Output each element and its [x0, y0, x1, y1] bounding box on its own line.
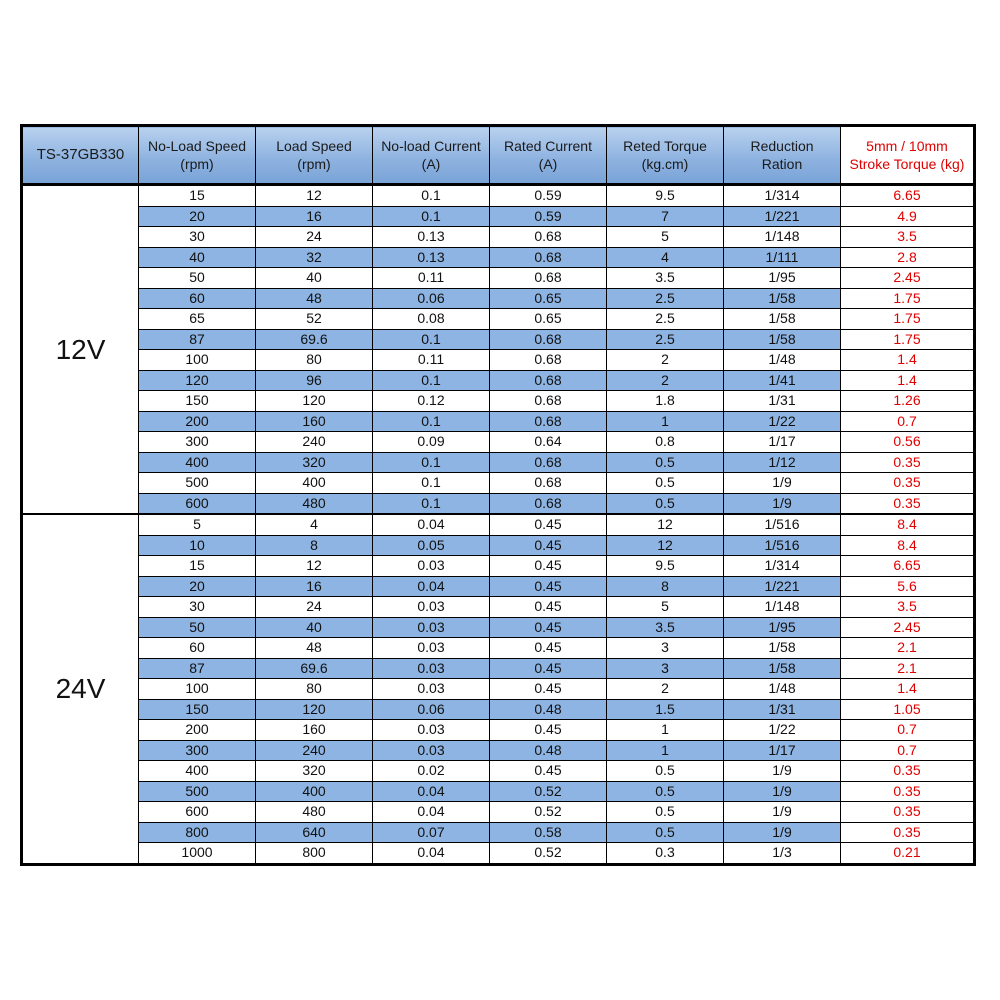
stroke-torque-cell: 6.65 — [841, 185, 975, 207]
table-row — [22, 473, 975, 494]
no-load-speed-cell: 20 — [139, 576, 256, 597]
table-row — [22, 329, 975, 350]
no-load-current-cell: 0.09 — [373, 432, 490, 453]
no-load-speed-cell: 15 — [139, 185, 256, 207]
no-load-current-cell: 0.1 — [373, 329, 490, 350]
stroke-torque-cell: 0.35 — [841, 781, 975, 802]
stroke-torque-cell: 0.35 — [841, 802, 975, 823]
no-load-current-cell: 0.11 — [373, 350, 490, 371]
load-speed-cell: 480 — [256, 493, 373, 514]
no-load-speed-cell: 30 — [139, 227, 256, 248]
stroke-torque-cell: 8.4 — [841, 514, 975, 535]
load-speed-cell: 80 — [256, 350, 373, 371]
load-speed-cell: 320 — [256, 452, 373, 473]
load-speed-cell: 12 — [256, 185, 373, 207]
rated-torque-cell: 3.5 — [607, 617, 724, 638]
reduction-ratio-cell: 1/148 — [724, 597, 841, 618]
rated-current-cell: 0.68 — [490, 493, 607, 514]
voltage-label: 24V — [22, 514, 139, 864]
no-load-current-cell: 0.1 — [373, 185, 490, 207]
no-load-speed-cell: 100 — [139, 679, 256, 700]
reduction-ratio-cell: 1/111 — [724, 247, 841, 268]
rated-current-cell: 0.45 — [490, 638, 607, 659]
rated-current-cell: 0.68 — [490, 227, 607, 248]
reduction-ratio-cell: 1/95 — [724, 268, 841, 289]
model-header: TS-37GB330 — [22, 126, 139, 185]
stroke-torque-cell: 2.1 — [841, 638, 975, 659]
rated-current-cell: 0.59 — [490, 206, 607, 227]
load-speed-cell: 96 — [256, 370, 373, 391]
no-load-speed-cell: 1000 — [139, 843, 256, 865]
table-row — [22, 597, 975, 618]
table-row — [22, 514, 975, 535]
rated-torque-cell: 9.5 — [607, 556, 724, 577]
table-row — [22, 247, 975, 268]
voltage-label: 12V — [22, 185, 139, 515]
load-speed-cell: 400 — [256, 473, 373, 494]
table-row — [22, 288, 975, 309]
rated-torque-cell: 0.8 — [607, 432, 724, 453]
load-speed-cell: 640 — [256, 822, 373, 843]
rated-current-cell: 0.45 — [490, 556, 607, 577]
rated-current-cell: 0.68 — [490, 247, 607, 268]
table-row — [22, 391, 975, 412]
rated-torque-cell: 0.5 — [607, 473, 724, 494]
rated-torque-cell: 2.5 — [607, 329, 724, 350]
table-row — [22, 699, 975, 720]
stroke-torque-cell: 0.35 — [841, 761, 975, 782]
table-row — [22, 679, 975, 700]
load-speed-cell: 400 — [256, 781, 373, 802]
rated-current-cell: 0.58 — [490, 822, 607, 843]
rated-current-header: Rated Current (A) — [490, 126, 607, 185]
table-row — [22, 411, 975, 432]
reduction-ratio-cell: 1/12 — [724, 452, 841, 473]
stroke-torque-cell: 1.4 — [841, 350, 975, 371]
rated-current-cell: 0.45 — [490, 679, 607, 700]
no-load-speed-cell: 200 — [139, 720, 256, 741]
rated-current-cell: 0.45 — [490, 514, 607, 535]
rated-current-cell: 0.45 — [490, 617, 607, 638]
table-row — [22, 720, 975, 741]
rated-current-cell: 0.68 — [490, 391, 607, 412]
table-row — [22, 658, 975, 679]
rated-torque-cell: 3 — [607, 638, 724, 659]
no-load-speed-cell: 500 — [139, 473, 256, 494]
no-load-current-cell: 0.05 — [373, 535, 490, 556]
table-row — [22, 493, 975, 514]
rated-current-cell: 0.68 — [490, 452, 607, 473]
no-load-current-cell: 0.1 — [373, 206, 490, 227]
load-speed-cell: 160 — [256, 720, 373, 741]
reduction-ratio-cell: 1/22 — [724, 720, 841, 741]
reduction-ratio-cell: 1/9 — [724, 802, 841, 823]
stroke-torque-cell: 2.1 — [841, 658, 975, 679]
table-row — [22, 227, 975, 248]
reduction-ratio-cell: 1/95 — [724, 617, 841, 638]
no-load-speed-cell: 300 — [139, 740, 256, 761]
rated-current-cell: 0.64 — [490, 432, 607, 453]
load-speed-cell: 16 — [256, 206, 373, 227]
no-load-current-cell: 0.03 — [373, 597, 490, 618]
reduction-ratio-cell: 1/41 — [724, 370, 841, 391]
rated-current-cell: 0.68 — [490, 411, 607, 432]
spec-table-body — [22, 185, 975, 865]
rated-torque-cell: 2 — [607, 370, 724, 391]
load-speed-cell: 800 — [256, 843, 373, 865]
table-row — [22, 309, 975, 330]
no-load-current-cell: 0.04 — [373, 576, 490, 597]
reduction-ratio-cell: 1/9 — [724, 761, 841, 782]
rated-torque-cell: 1.8 — [607, 391, 724, 412]
rated-current-cell: 0.52 — [490, 781, 607, 802]
no-load-speed-cell: 20 — [139, 206, 256, 227]
rated-torque-cell: 0.5 — [607, 822, 724, 843]
stroke-torque-cell: 0.7 — [841, 740, 975, 761]
reduction-ratio-cell: 1/221 — [724, 576, 841, 597]
no-load-speed-cell: 200 — [139, 411, 256, 432]
rated-torque-cell: 5 — [607, 227, 724, 248]
rated-current-cell: 0.45 — [490, 597, 607, 618]
rated-torque-cell: 0.3 — [607, 843, 724, 865]
rated-torque-cell: 2 — [607, 350, 724, 371]
table-row — [22, 350, 975, 371]
reduction-ratio-cell: 1/9 — [724, 781, 841, 802]
load-speed-cell: 120 — [256, 699, 373, 720]
table-row — [22, 740, 975, 761]
no-load-speed-cell: 400 — [139, 761, 256, 782]
table-row — [22, 206, 975, 227]
stroke-torque-cell: 0.7 — [841, 411, 975, 432]
load-speed-cell: 52 — [256, 309, 373, 330]
no-load-current-cell: 0.1 — [373, 452, 490, 473]
rated-current-cell: 0.68 — [490, 370, 607, 391]
table-row — [22, 535, 975, 556]
table-row — [22, 452, 975, 473]
no-load-speed-cell: 87 — [139, 658, 256, 679]
stroke-torque-header: 5mm / 10mm Stroke Torque (kg) — [841, 126, 975, 185]
load-speed-cell: 40 — [256, 617, 373, 638]
no-load-current-cell: 0.12 — [373, 391, 490, 412]
table-row — [22, 576, 975, 597]
stroke-torque-cell: 6.65 — [841, 556, 975, 577]
reduction-ratio-cell: 1/9 — [724, 473, 841, 494]
reduction-ratio-cell: 1/58 — [724, 658, 841, 679]
rated-current-cell: 0.68 — [490, 473, 607, 494]
stroke-torque-cell: 2.8 — [841, 247, 975, 268]
rated-torque-cell: 3 — [607, 658, 724, 679]
rated-current-cell: 0.59 — [490, 185, 607, 207]
rated-current-cell: 0.65 — [490, 309, 607, 330]
no-load-current-header: No-load Current (A) — [373, 126, 490, 185]
rated-torque-cell: 4 — [607, 247, 724, 268]
rated-torque-cell: 0.5 — [607, 493, 724, 514]
no-load-speed-cell: 50 — [139, 617, 256, 638]
load-speed-cell: 48 — [256, 638, 373, 659]
no-load-current-cell: 0.03 — [373, 556, 490, 577]
load-speed-cell: 240 — [256, 432, 373, 453]
rated-torque-cell: 3.5 — [607, 268, 724, 289]
rated-torque-cell: 0.5 — [607, 452, 724, 473]
no-load-current-cell: 0.07 — [373, 822, 490, 843]
no-load-current-cell: 0.1 — [373, 411, 490, 432]
no-load-speed-cell: 800 — [139, 822, 256, 843]
no-load-current-cell: 0.03 — [373, 720, 490, 741]
no-load-current-cell: 0.13 — [373, 247, 490, 268]
rated-current-cell: 0.52 — [490, 843, 607, 865]
load-speed-cell: 80 — [256, 679, 373, 700]
rated-torque-cell: 5 — [607, 597, 724, 618]
no-load-current-cell: 0.06 — [373, 288, 490, 309]
table-row — [22, 432, 975, 453]
no-load-current-cell: 0.1 — [373, 473, 490, 494]
load-speed-cell: 12 — [256, 556, 373, 577]
header-row — [22, 126, 975, 185]
rated-current-cell: 0.65 — [490, 288, 607, 309]
load-speed-cell: 8 — [256, 535, 373, 556]
table-row — [22, 617, 975, 638]
table-row — [22, 556, 975, 577]
rated-torque-cell: 12 — [607, 514, 724, 535]
stroke-torque-cell: 0.56 — [841, 432, 975, 453]
no-load-speed-cell: 10 — [139, 535, 256, 556]
reduction-ratio-cell: 1/17 — [724, 740, 841, 761]
reduction-ratio-cell: 1/9 — [724, 822, 841, 843]
no-load-current-cell: 0.04 — [373, 843, 490, 865]
stroke-torque-cell: 1.75 — [841, 309, 975, 330]
reduction-ratio-cell: 1/148 — [724, 227, 841, 248]
table-row — [22, 761, 975, 782]
load-speed-cell: 4 — [256, 514, 373, 535]
no-load-speed-cell: 400 — [139, 452, 256, 473]
motor-spec-table — [20, 124, 976, 866]
stroke-torque-cell: 4.9 — [841, 206, 975, 227]
table-row — [22, 185, 975, 207]
rated-current-cell: 0.45 — [490, 576, 607, 597]
no-load-current-cell: 0.04 — [373, 802, 490, 823]
reduction-ratio-cell: 1/314 — [724, 556, 841, 577]
reduction-ratio-cell: 1/58 — [724, 638, 841, 659]
load-speed-cell: 69.6 — [256, 658, 373, 679]
load-speed-cell: 16 — [256, 576, 373, 597]
no-load-current-cell: 0.1 — [373, 370, 490, 391]
no-load-current-cell: 0.03 — [373, 617, 490, 638]
rated-current-cell: 0.68 — [490, 329, 607, 350]
no-load-speed-cell: 120 — [139, 370, 256, 391]
rated-current-cell: 0.45 — [490, 720, 607, 741]
rated-torque-cell: 8 — [607, 576, 724, 597]
load-speed-cell: 69.6 — [256, 329, 373, 350]
stroke-torque-cell: 1.05 — [841, 699, 975, 720]
no-load-current-cell: 0.03 — [373, 740, 490, 761]
rated-torque-cell: 7 — [607, 206, 724, 227]
rated-torque-cell: 1 — [607, 720, 724, 741]
table-row — [22, 843, 975, 865]
reduction-ratio-cell: 1/516 — [724, 535, 841, 556]
reduction-ratio-cell: 1/221 — [724, 206, 841, 227]
reduction-ratio-cell: 1/31 — [724, 391, 841, 412]
rated-torque-header: Reted Torque (kg.cm) — [607, 126, 724, 185]
stroke-torque-cell: 0.35 — [841, 452, 975, 473]
reduction-ratio-cell: 1/58 — [724, 309, 841, 330]
reduction-ratio-cell: 1/31 — [724, 699, 841, 720]
no-load-speed-cell: 30 — [139, 597, 256, 618]
rated-torque-cell: 0.5 — [607, 761, 724, 782]
no-load-current-cell: 0.1 — [373, 493, 490, 514]
stroke-torque-cell: 1.4 — [841, 370, 975, 391]
reduction-ratio-cell: 1/48 — [724, 679, 841, 700]
reduction-ratio-cell: 1/314 — [724, 185, 841, 207]
rated-current-cell: 0.52 — [490, 802, 607, 823]
load-speed-cell: 480 — [256, 802, 373, 823]
rated-current-cell: 0.68 — [490, 350, 607, 371]
no-load-speed-cell: 100 — [139, 350, 256, 371]
no-load-current-cell: 0.06 — [373, 699, 490, 720]
stroke-torque-cell: 1.4 — [841, 679, 975, 700]
stroke-torque-cell: 2.45 — [841, 617, 975, 638]
no-load-speed-cell: 600 — [139, 802, 256, 823]
load-speed-cell: 120 — [256, 391, 373, 412]
no-load-speed-cell: 87 — [139, 329, 256, 350]
rated-torque-cell: 1.5 — [607, 699, 724, 720]
no-load-current-cell: 0.03 — [373, 658, 490, 679]
no-load-speed-cell: 65 — [139, 309, 256, 330]
rated-current-cell: 0.45 — [490, 658, 607, 679]
no-load-current-cell: 0.11 — [373, 268, 490, 289]
no-load-speed-cell: 15 — [139, 556, 256, 577]
stroke-torque-cell: 1.75 — [841, 329, 975, 350]
no-load-speed-cell: 60 — [139, 638, 256, 659]
rated-torque-cell: 12 — [607, 535, 724, 556]
table-row — [22, 822, 975, 843]
stroke-torque-cell: 0.35 — [841, 473, 975, 494]
no-load-speed-cell: 150 — [139, 699, 256, 720]
rated-current-cell: 0.48 — [490, 699, 607, 720]
rated-torque-cell: 0.5 — [607, 802, 724, 823]
no-load-speed-cell: 600 — [139, 493, 256, 514]
reduction-ratio-cell: 1/58 — [724, 329, 841, 350]
load-speed-cell: 48 — [256, 288, 373, 309]
rated-current-cell: 0.45 — [490, 761, 607, 782]
rated-current-cell: 0.48 — [490, 740, 607, 761]
rated-torque-cell: 2.5 — [607, 309, 724, 330]
rated-torque-cell: 2 — [607, 679, 724, 700]
load-speed-cell: 320 — [256, 761, 373, 782]
no-load-current-cell: 0.04 — [373, 781, 490, 802]
stroke-torque-cell: 1.26 — [841, 391, 975, 412]
table-row — [22, 268, 975, 289]
rated-torque-cell: 2.5 — [607, 288, 724, 309]
reduction-ratio-cell: 1/516 — [724, 514, 841, 535]
reduction-ratio-cell: 1/48 — [724, 350, 841, 371]
stroke-torque-cell: 2.45 — [841, 268, 975, 289]
load-speed-cell: 240 — [256, 740, 373, 761]
no-load-speed-cell: 40 — [139, 247, 256, 268]
reduction-ratio-cell: 1/17 — [724, 432, 841, 453]
stroke-torque-cell: 3.5 — [841, 597, 975, 618]
reduction-ratio-cell: 1/22 — [724, 411, 841, 432]
stroke-torque-cell: 8.4 — [841, 535, 975, 556]
load-speed-cell: 24 — [256, 227, 373, 248]
no-load-current-cell: 0.02 — [373, 761, 490, 782]
load-speed-cell: 40 — [256, 268, 373, 289]
table-row — [22, 638, 975, 659]
load-speed-cell: 160 — [256, 411, 373, 432]
rated-torque-cell: 1 — [607, 740, 724, 761]
no-load-speed-cell: 5 — [139, 514, 256, 535]
no-load-current-cell: 0.03 — [373, 638, 490, 659]
rated-current-cell: 0.68 — [490, 268, 607, 289]
reduction-ratio-header: Reduction Ration — [724, 126, 841, 185]
stroke-torque-cell: 0.35 — [841, 822, 975, 843]
no-load-current-cell: 0.03 — [373, 679, 490, 700]
no-load-current-cell: 0.04 — [373, 514, 490, 535]
no-load-speed-cell: 60 — [139, 288, 256, 309]
stroke-torque-cell: 1.75 — [841, 288, 975, 309]
stroke-torque-cell: 3.5 — [841, 227, 975, 248]
no-load-speed-cell: 300 — [139, 432, 256, 453]
stroke-torque-cell: 0.7 — [841, 720, 975, 741]
table-row — [22, 802, 975, 823]
stroke-torque-cell: 5.6 — [841, 576, 975, 597]
reduction-ratio-cell: 1/9 — [724, 493, 841, 514]
no-load-speed-cell: 500 — [139, 781, 256, 802]
reduction-ratio-cell: 1/3 — [724, 843, 841, 865]
load-speed-cell: 24 — [256, 597, 373, 618]
table-row — [22, 370, 975, 391]
load-speed-cell: 32 — [256, 247, 373, 268]
no-load-current-cell: 0.13 — [373, 227, 490, 248]
load-speed-header: Load Speed (rpm) — [256, 126, 373, 185]
rated-current-cell: 0.45 — [490, 535, 607, 556]
stroke-torque-cell: 0.21 — [841, 843, 975, 865]
stroke-torque-cell: 0.35 — [841, 493, 975, 514]
rated-torque-cell: 0.5 — [607, 781, 724, 802]
reduction-ratio-cell: 1/58 — [724, 288, 841, 309]
rated-torque-cell: 9.5 — [607, 185, 724, 207]
no-load-speed-header: No-Load Speed (rpm) — [139, 126, 256, 185]
no-load-speed-cell: 50 — [139, 268, 256, 289]
no-load-speed-cell: 150 — [139, 391, 256, 412]
rated-torque-cell: 1 — [607, 411, 724, 432]
table-row — [22, 781, 975, 802]
no-load-current-cell: 0.08 — [373, 309, 490, 330]
